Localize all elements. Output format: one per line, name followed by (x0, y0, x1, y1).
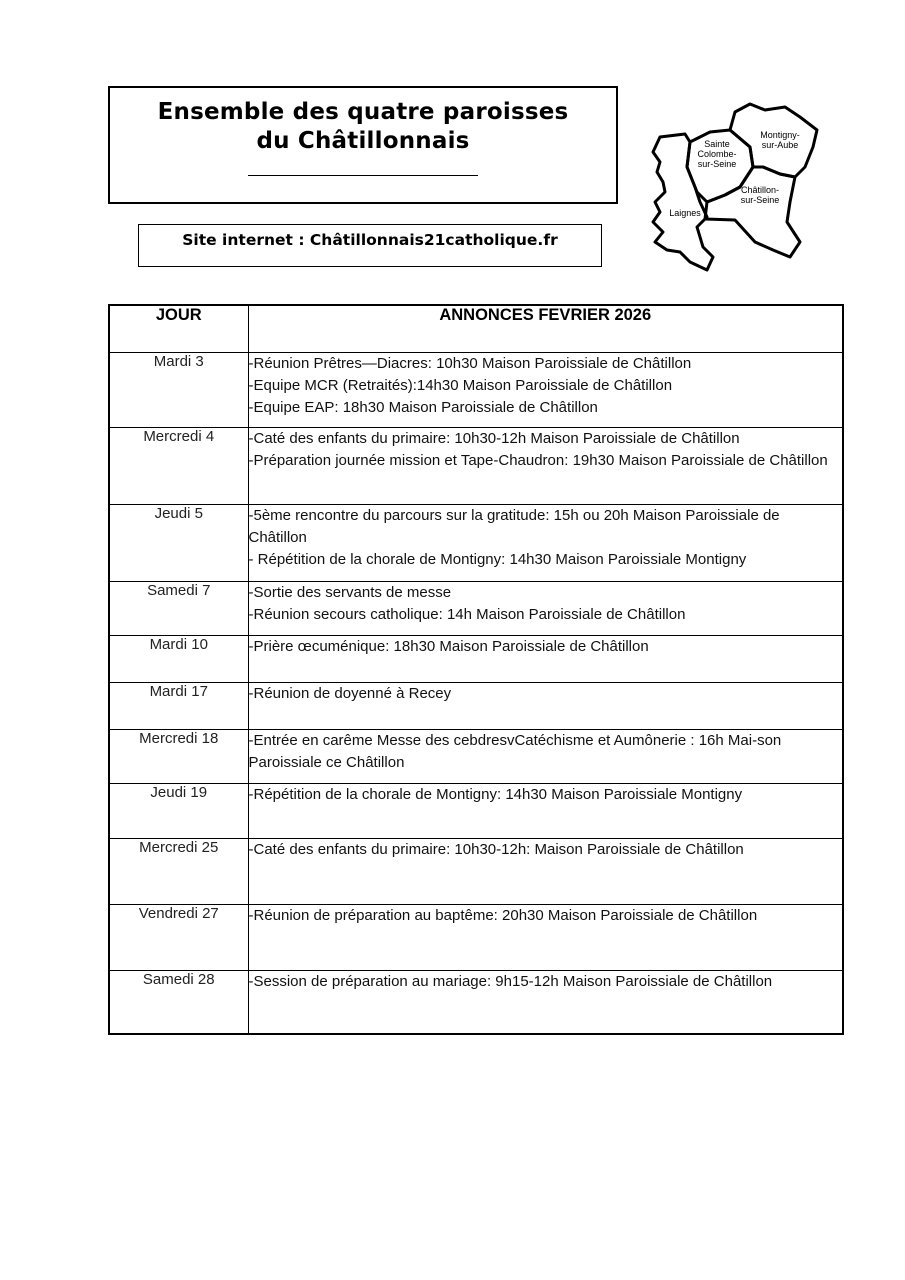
events-cell (248, 581, 843, 635)
events-cell (248, 838, 843, 904)
event-item: -Equipe MCR (Retraités):14h30 Maison Paroissiale de Châtillon (248, 376, 673, 394)
table-row (109, 682, 843, 729)
map-label-sur-aube: sur-Aube (761, 140, 799, 150)
day-cell: Mercredi 18 (109, 729, 248, 783)
title-line-2: du Châtillonnais (256, 128, 470, 154)
table-row (109, 635, 843, 682)
events-cell (248, 504, 843, 581)
website-text[interactable]: Site internet : Châtillonnais21catholique.fr (182, 231, 558, 249)
events-cell (248, 682, 843, 729)
event-item: -Répétition de la chorale de Montigny: 14h30 Maison Paroissiale Montigny (248, 785, 743, 803)
event-item: -Entrée en carême Messe des cebdresvCatéchisme et Aumônerie : 16h Mai-son Paroissiale ce Châtillon (248, 731, 782, 771)
event-item: -Réunion de doyenné à Recey (248, 684, 452, 702)
map-label-chatillon: Châtillon- (740, 185, 780, 195)
parish-map (625, 92, 835, 277)
title-divider (248, 175, 478, 176)
day-cell: Vendredi 27 (109, 904, 248, 970)
announcements-table (108, 304, 844, 1035)
event-item: -Session de préparation au mariage: 9h15-12h Maison Paroissiale de Châtillon (248, 972, 773, 990)
day-cell: Mardi 10 (109, 635, 248, 682)
events-cell (248, 904, 843, 970)
event-item: -Réunion secours catholique: 14h Maison Paroissiale de Châtillon (248, 605, 686, 623)
event-item: -Sortie des servants de messe (248, 583, 452, 601)
table-row (109, 427, 843, 504)
title-line-1: Ensemble des quatre paroisses (157, 99, 569, 125)
event-item: - Répétition de la chorale de Montigny: 14h30 Maison Paroissiale Montigny (248, 550, 747, 568)
title-box (108, 86, 618, 204)
day-cell: Mercredi 4 (109, 427, 248, 504)
column-header-annonces: ANNONCES FEVRIER 2026 (248, 305, 843, 352)
map-label-sainte: Sainte (704, 139, 730, 149)
day-cell: Jeudi 19 (109, 783, 248, 838)
events-cell (248, 635, 843, 682)
events-cell (248, 729, 843, 783)
event-item: -Préparation journée mission et Tape-Chaudron: 19h30 Maison Paroissiale de Châtillon (248, 451, 828, 469)
events-cell (248, 783, 843, 838)
table-header-row (109, 305, 843, 352)
events-cell (248, 970, 843, 1034)
map-label-colombe: Colombe- (697, 149, 737, 159)
table-row (109, 838, 843, 904)
table-row (109, 352, 843, 427)
day-cell: Samedi 28 (109, 970, 248, 1034)
table-row (109, 581, 843, 635)
map-label-chatillon-sur-seine: sur-Seine (740, 195, 780, 205)
map-label-montigny: Montigny- (760, 130, 800, 140)
events-cell (248, 352, 843, 427)
column-header-jour: JOUR (109, 305, 248, 352)
table-row (109, 729, 843, 783)
table-row (109, 783, 843, 838)
event-item: -5ème rencontre du parcours sur la gratitude: 15h ou 20h Maison Paroissiale de Châtillon (248, 506, 780, 546)
table-row (109, 904, 843, 970)
table-row (109, 970, 843, 1034)
website-box (138, 224, 602, 267)
event-item: -Réunion de préparation au baptême: 20h30 Maison Paroissiale de Châtillon (248, 906, 758, 924)
day-cell: Jeudi 5 (109, 504, 248, 581)
map-label-sur-seine: sur-Seine (697, 159, 737, 169)
day-cell: Mercredi 25 (109, 838, 248, 904)
map-label-laignes: Laignes (669, 208, 701, 218)
table-row (109, 504, 843, 581)
event-item: -Réunion Prêtres—Diacres: 10h30 Maison Paroissiale de Châtillon (248, 354, 692, 372)
event-item: -Caté des enfants du primaire: 10h30-12h Maison Paroissiale de Châtillon (248, 429, 740, 447)
event-item: -Equipe EAP: 18h30 Maison Paroissiale de Châtillon (248, 398, 598, 416)
event-item: -Caté des enfants du primaire: 10h30-12h: Maison Paroissiale de Châtillon (248, 840, 744, 858)
day-cell: Samedi 7 (109, 581, 248, 635)
day-cell: Mardi 17 (109, 682, 248, 729)
event-item: -Prière œcuménique: 18h30 Maison Paroissiale de Châtillon (248, 637, 649, 655)
day-cell: Mardi 3 (109, 352, 248, 427)
events-cell (248, 427, 843, 504)
